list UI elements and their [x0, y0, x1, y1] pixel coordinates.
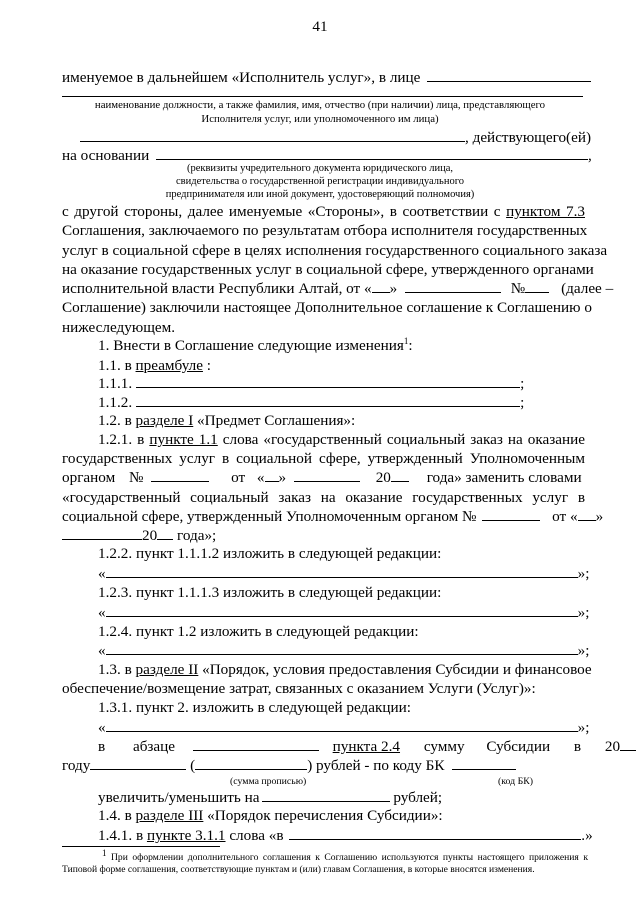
- basis-caption-2: свидетельства о государственной регистрации индивидуального: [176, 176, 464, 187]
- item-1-3-1-fill: « »;: [98, 719, 590, 736]
- item-1-2-1-line-3: органом № от « » 20 года» заменить словами: [62, 469, 582, 486]
- item-1-2-2: 1.2.2. пункт 1.1.1.2 изложить в следующей редакции:: [98, 545, 442, 562]
- para-line-7: нижеследующем.: [62, 319, 176, 336]
- executor-caption-1: наименование должности, а также фамилия, имя, отчество (при наличии) лица, представляющего: [94, 99, 546, 111]
- item-1-1-2: 1.1.2. ;: [98, 394, 525, 411]
- item-1-2-4: 1.2.4. пункт 1.2 изложить в следующей редакции:: [98, 623, 419, 640]
- sum-caption: (сумма прописью): [230, 776, 307, 787]
- number-blank: [525, 279, 549, 293]
- item-1-2-1-line-6: 20 года»;: [62, 526, 216, 545]
- basis-line: на основании ,: [62, 147, 592, 164]
- executor-rule: [62, 96, 583, 97]
- item-1-2-1: 1.2.1. в пункте 1.1 слова «государственный социальный заказ на оказание: [98, 431, 586, 448]
- year-line: году ( ) рублей - по коду БК: [62, 756, 516, 775]
- basis-blank: [156, 146, 588, 160]
- item-1-1: 1.1. в преамбуле :: [98, 357, 211, 374]
- para-line-2: Соглашения, заключаемого по результатам отбора исполнителя государственных: [62, 222, 588, 239]
- item-1-2: 1.2. в разделе I «Предмет Соглашения»:: [98, 412, 356, 429]
- para-line-1: с другой стороны, далее именуемые «Стороны», в соответствии с пунктом 7.3: [62, 203, 585, 220]
- link-punkt-7-3[interactable]: пунктом 7.3: [506, 203, 585, 220]
- para-line-6: Соглашение) заключили настоящее Дополнительное соглашение к Соглашению о: [62, 299, 592, 316]
- bk-caption: (код БК): [498, 776, 533, 787]
- acting-line: , действующего(ей): [80, 128, 591, 147]
- footnote-separator: [62, 846, 220, 847]
- item-1-2-3: 1.2.3. пункт 1.1.1.3 изложить в следующей редакции:: [98, 584, 442, 601]
- item-1-2-1-line-2: государственных услуг в социальной сфере, утвержденный Уполномоченным: [62, 450, 585, 467]
- item-1-3-line-2: обеспечение/возмещение затрат, связанных с оказанием Услуги (Услуг)»:: [62, 680, 536, 697]
- para-line-4: на оказание государственных услуг в социальной сфере, утвержденного органами: [62, 261, 594, 278]
- item-1-2-2-fill: « »;: [98, 565, 590, 582]
- para-line-3: услуг в социальной сфере в целях исполнения государственного социального заказа: [62, 242, 608, 259]
- change-amount-line: увеличить/уменьшить на рублей;: [98, 789, 443, 806]
- para-line-5: исполнительной власти Республики Алтай, от « » № (далее –: [62, 280, 614, 297]
- footnote-ref: 1: [403, 335, 409, 346]
- date-day-blank: [372, 279, 390, 293]
- item-1-2-1-line-5: социальной сфере, утвержденный Уполномоченным органом № от « »: [62, 508, 604, 525]
- item-1-2-3-fill: « »;: [98, 604, 590, 621]
- item-1-2-4-fill: « »;: [98, 642, 590, 659]
- paragraph-sum-line: в абзаце пункта 2.4 сумму Субсидии в 20: [98, 737, 636, 756]
- basis-caption-3: предпринимателя или иной документ, удостоверяющий полномочия): [165, 189, 475, 200]
- item-1-4-1: 1.4.1. в пункте 3.1.1 слова «в .»: [98, 827, 593, 844]
- acting-blank: [80, 128, 465, 142]
- item-1: 1. Внести в Соглашение следующие изменения$^1$:: [98, 335, 413, 354]
- item-1-4: 1.4. в разделе III «Порядок перечисления Субсидии»:: [98, 807, 443, 824]
- footnote: $^1$ При оформлении дополнительного соглашения к Соглашению используются пункты настоящего приложения к Типовой форме соглашения, соответствующие пунктам и (или) главам Соглашения, в которые вносятся изменения.: [62, 847, 588, 875]
- link-section-1[interactable]: разделе I: [135, 412, 194, 429]
- executor-line: именуемое в дальнейшем «Исполнитель услуг», в лице: [62, 68, 591, 87]
- executor-caption-2: Исполнителя услуг, или уполномоченного им лица): [201, 113, 439, 125]
- item-1-1-1: 1.1.1. ;: [98, 375, 525, 392]
- link-punkt-2-4[interactable]: пункта 2.4: [332, 738, 401, 755]
- basis-caption-1: (реквизиты учредительного документа юридического лица,: [186, 163, 454, 174]
- item-1-2-1-line-4: «государственный социальный заказ на оказание государственных услуг в: [62, 489, 585, 506]
- page-number: 41: [312, 18, 328, 35]
- item-1-3: 1.3. в разделе II «Порядок, условия предоставления Субсидии и финансовое: [98, 661, 592, 678]
- date-blank: [405, 279, 501, 293]
- link-punkt-3-1-1[interactable]: пункте 3.1.1: [146, 827, 226, 844]
- executor-name-blank: [427, 68, 591, 82]
- item-1-3-1: 1.3.1. пункт 2. изложить в следующей редакции:: [98, 699, 411, 716]
- link-section-2[interactable]: разделе II: [135, 661, 199, 678]
- link-punkt-1-1[interactable]: пункте 1.1: [149, 431, 218, 448]
- link-section-3[interactable]: разделе III: [135, 807, 204, 824]
- link-preamble[interactable]: преамбуле: [135, 357, 203, 374]
